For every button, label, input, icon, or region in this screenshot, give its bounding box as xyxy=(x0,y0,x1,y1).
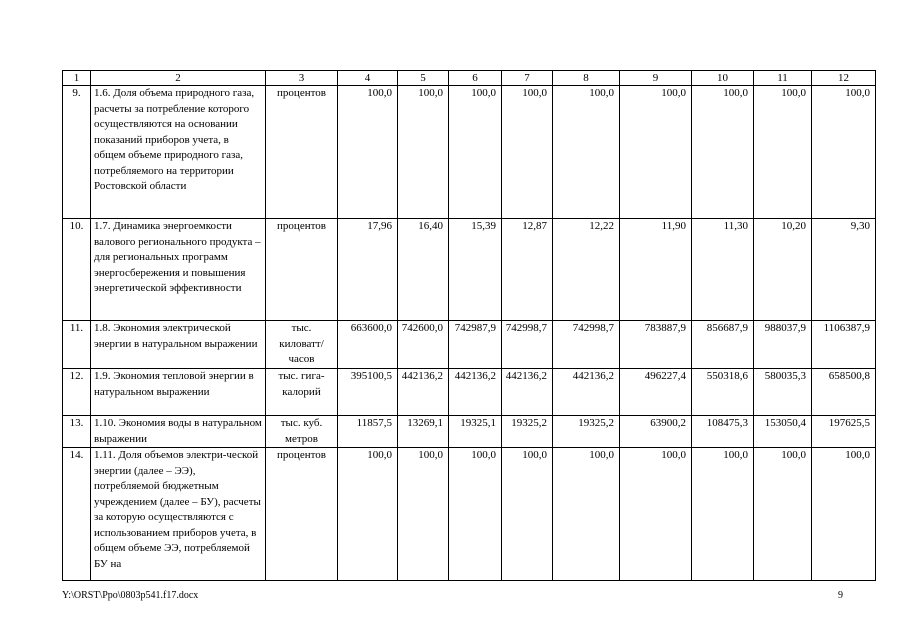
indicator-name: 1.10. Экономия воды в натуральном выражении xyxy=(91,416,266,448)
value-cell: 9,30 xyxy=(812,219,876,321)
value-cell: 100,0 xyxy=(620,86,692,219)
indicator-name: 1.7. Динамика энергоемкости валового регионального продукта – для региональных программ энергосбережения и повышения энергетической эффективности xyxy=(91,219,266,321)
value-cell: 742600,0 xyxy=(398,321,449,369)
value-cell: 197625,5 xyxy=(812,416,876,448)
value-cell: 580035,3 xyxy=(754,369,812,416)
value-cell: 153050,4 xyxy=(754,416,812,448)
value-cell: 100,0 xyxy=(398,86,449,219)
row-number: 10. xyxy=(63,219,91,321)
value-cell: 100,0 xyxy=(338,448,398,581)
value-cell: 783887,9 xyxy=(620,321,692,369)
header-cell: 10 xyxy=(692,71,754,86)
header-cell: 3 xyxy=(266,71,338,86)
value-cell: 1106387,9 xyxy=(812,321,876,369)
value-cell: 100,0 xyxy=(553,86,620,219)
value-cell: 100,0 xyxy=(812,448,876,581)
value-cell: 12,22 xyxy=(553,219,620,321)
value-cell: 395100,5 xyxy=(338,369,398,416)
value-cell: 100,0 xyxy=(398,448,449,581)
unit-cell: процентов xyxy=(266,448,338,581)
row-number: 9. xyxy=(63,86,91,219)
value-cell: 550318,6 xyxy=(692,369,754,416)
value-cell: 496227,4 xyxy=(620,369,692,416)
value-cell: 13269,1 xyxy=(398,416,449,448)
indicator-name: 1.6. Доля объема природного газа, расчеты за потребление которого осуществляются на основании показаний приборов учета, в общем объеме природного газа, потребляемого на территории Ростовской области xyxy=(91,86,266,219)
table-row xyxy=(63,219,876,321)
value-cell: 856687,9 xyxy=(692,321,754,369)
value-cell: 100,0 xyxy=(553,448,620,581)
header-cell: 12 xyxy=(812,71,876,86)
value-cell: 15,39 xyxy=(449,219,502,321)
indicator-name: 1.11. Доля объемов электри-ческой энергии (далее – ЭЭ), потребляемой бюджетным учреждением (далее – БУ), расчеты за которую осуществляются с использованием приборов учета, в общем объеме ЭЭ, потребляемой БУ на xyxy=(91,448,266,581)
value-cell: 17,96 xyxy=(338,219,398,321)
value-cell: 100,0 xyxy=(449,86,502,219)
value-cell: 742998,7 xyxy=(553,321,620,369)
unit-cell: процентов xyxy=(266,86,338,219)
table-row xyxy=(63,448,876,581)
table-row xyxy=(63,369,876,416)
value-cell: 442136,2 xyxy=(553,369,620,416)
value-cell: 11857,5 xyxy=(338,416,398,448)
value-cell: 100,0 xyxy=(502,86,553,219)
header-cell: 6 xyxy=(449,71,502,86)
value-cell: 16,40 xyxy=(398,219,449,321)
table-row xyxy=(63,416,876,448)
value-cell: 988037,9 xyxy=(754,321,812,369)
value-cell: 100,0 xyxy=(338,86,398,219)
value-cell: 19325,2 xyxy=(553,416,620,448)
row-number: 11. xyxy=(63,321,91,369)
indicator-name: 1.9. Экономия тепловой энергии в натуральном выражении xyxy=(91,369,266,416)
header-cell: 9 xyxy=(620,71,692,86)
indicator-name: 1.8. Экономия электрической энергии в натуральном выражении xyxy=(91,321,266,369)
value-cell: 442136,2 xyxy=(398,369,449,416)
value-cell: 742998,7 xyxy=(502,321,553,369)
row-number: 12. xyxy=(63,369,91,416)
unit-cell: процентов xyxy=(266,219,338,321)
header-row xyxy=(63,71,876,86)
value-cell: 108475,3 xyxy=(692,416,754,448)
header-cell: 11 xyxy=(754,71,812,86)
header-cell: 5 xyxy=(398,71,449,86)
table-row xyxy=(63,86,876,219)
row-number: 13. xyxy=(63,416,91,448)
row-number: 14. xyxy=(63,448,91,581)
table-row xyxy=(63,321,876,369)
value-cell: 100,0 xyxy=(692,448,754,581)
page-number: 9 xyxy=(838,590,843,601)
value-cell: 100,0 xyxy=(449,448,502,581)
value-cell: 658500,8 xyxy=(812,369,876,416)
unit-cell: тыс. киловатт/ часов xyxy=(266,321,338,369)
value-cell: 100,0 xyxy=(754,86,812,219)
value-cell: 100,0 xyxy=(812,86,876,219)
header-cell: 4 xyxy=(338,71,398,86)
header-cell: 7 xyxy=(502,71,553,86)
header-cell: 8 xyxy=(553,71,620,86)
value-cell: 11,90 xyxy=(620,219,692,321)
value-cell: 100,0 xyxy=(692,86,754,219)
value-cell: 12,87 xyxy=(502,219,553,321)
unit-cell: тыс. куб. метров xyxy=(266,416,338,448)
value-cell: 100,0 xyxy=(620,448,692,581)
value-cell: 63900,2 xyxy=(620,416,692,448)
footer-file-path: Y:\ORST\Ppo\0803p541.f17.docx xyxy=(62,590,199,601)
value-cell: 19325,2 xyxy=(502,416,553,448)
header-cell: 2 xyxy=(91,71,266,86)
value-cell: 663600,0 xyxy=(338,321,398,369)
value-cell: 742987,9 xyxy=(449,321,502,369)
value-cell: 19325,1 xyxy=(449,416,502,448)
value-cell: 100,0 xyxy=(502,448,553,581)
header-cell: 1 xyxy=(63,71,91,86)
value-cell: 442136,2 xyxy=(449,369,502,416)
unit-cell: тыс. гига-калорий xyxy=(266,369,338,416)
value-cell: 442136,2 xyxy=(502,369,553,416)
value-cell: 10,20 xyxy=(754,219,812,321)
value-cell: 100,0 xyxy=(754,448,812,581)
value-cell: 11,30 xyxy=(692,219,754,321)
indicator-table xyxy=(62,70,876,581)
